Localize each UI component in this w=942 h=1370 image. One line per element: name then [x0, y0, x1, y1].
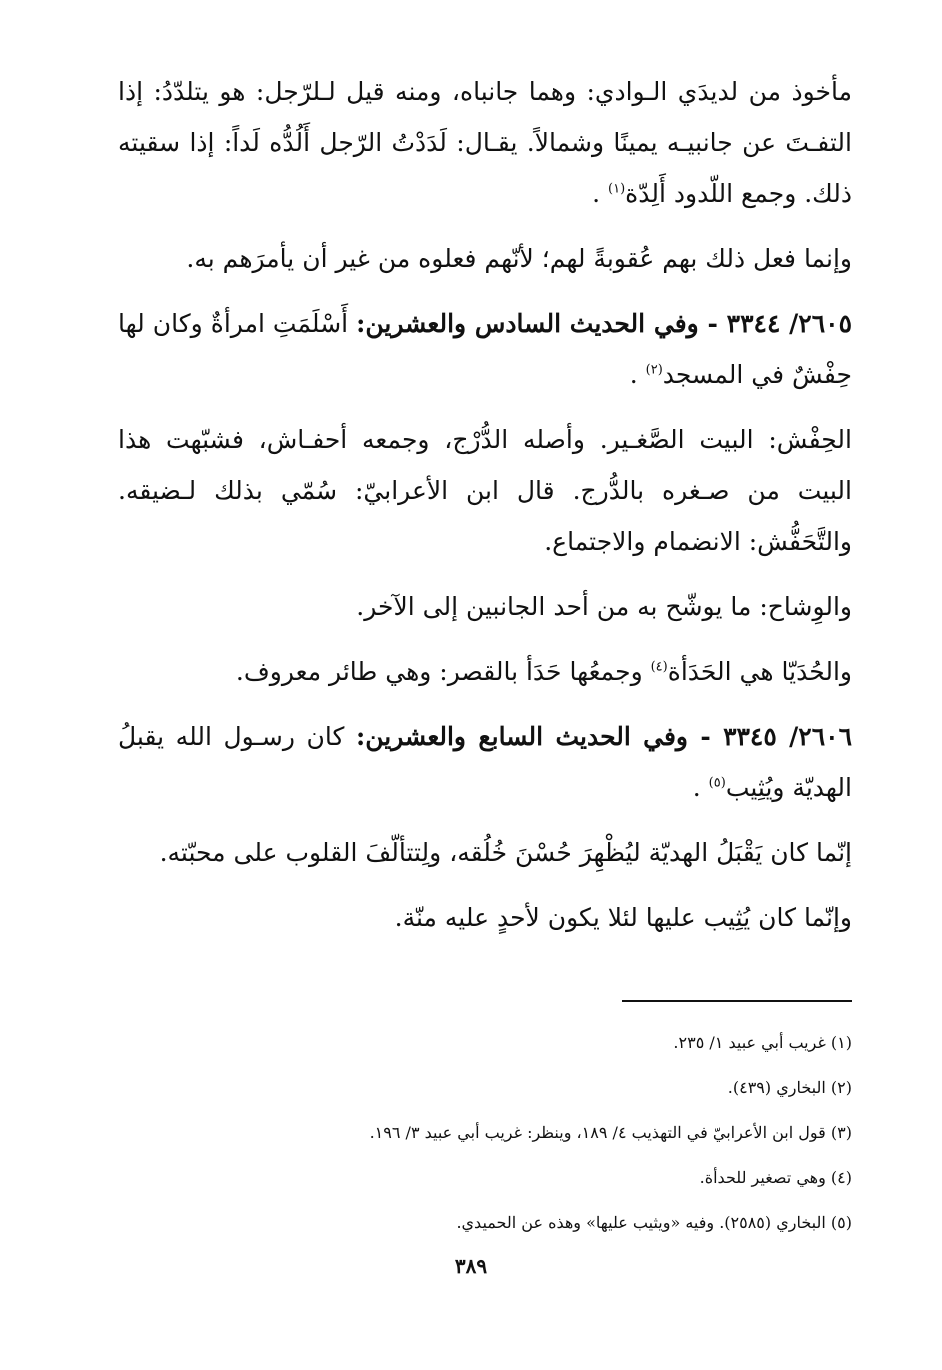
paragraph-1-text: مأخوذ من لديدَي الـوادي: وهما جانباه، ومنه قيل لـلرّجل: هو يتلدّدُ: إذا التفـتَ عن جانبيـه يمينًا وشمالاً. يقـال: لَدَدْتُ الرّجل أَلُدُّه لَداً: إذا سقيته ذلك. وجمع اللّدود أَلِدّة — [118, 77, 852, 208]
footnote-ref-2[interactable]: (٢) — [645, 362, 663, 378]
page-number: ٣٨٩ — [454, 1254, 488, 1278]
paragraph-hudayya-a: والحُدَيّا هي الحَدَأة — [667, 657, 852, 686]
hadith-3345-text: كان رسـول الله يقبلُ الهديّة ويُثِيب — [118, 722, 852, 802]
footnote-ref-4[interactable]: (٤) — [650, 659, 668, 675]
main-text — [118, 66, 852, 957]
footnote-divider — [622, 1000, 852, 1002]
footnote-4: (٤) وهي تصغير للحدأة. — [699, 1168, 852, 1187]
paragraph-2: وإنما فعل ذلك بهم عُقوبةً لهم؛ لأنّهم فعلوه من غير أن يأمرَهم به. — [186, 244, 852, 273]
hadith-3344-end: . — [629, 360, 646, 389]
footnotes — [118, 1020, 852, 1245]
hadith-3344-heading: ٢٦٠٥/ ٣٣٤٤ - وفي الحديث السادس والعشرين: — [356, 309, 853, 338]
hadith-3344-text: أَسْلَمَتِ امرأةٌ وكان لها حِفْشٌ في المسجد — [118, 309, 852, 389]
paragraph-hadiyya-2: وإنّما كان يُثِيب عليها لئلا يكون لأحدٍ عليه منّة. — [394, 903, 852, 932]
footnote-2: (٢) البخاري (٤٣٩). — [727, 1078, 852, 1097]
paragraph-1 — [118, 66, 852, 219]
paragraph-1-end: . — [592, 179, 609, 208]
hadith-3345-heading: ٢٦٠٦/ ٣٣٤٥ - وفي الحديث السابع والعشرين: — [356, 722, 852, 751]
paragraph-hadiyya-1: إنّما كان يَقْبَلُ الهديّة ليُظْهِرَ حُسْنَ خُلُقه، ولِتتألّفَ القلوب على محبّته. — [159, 838, 852, 867]
hadith-3345 — [118, 711, 852, 813]
hadith-3344 — [118, 298, 852, 400]
hadith-3345-end: . — [692, 773, 709, 802]
paragraph-hifsh: الحِفْش: البيت الصَّغـير. وأصله الدُّرْج، وجمعه أحفـاش، فشبّهت هذا البيت من صـغره بالدُّرج. قال ابن الأعرابيّ: سُمّي بذلك لـضيقه. والتَّحَفُّش: الانضمام والاجتماع. — [118, 425, 852, 556]
footnote-ref-5[interactable]: (٥) — [708, 775, 726, 791]
paragraph-hudayya-b: وجمعُها حَدَأ بالقصر: وهي طائر معروف. — [235, 657, 651, 686]
paragraph-hudayya — [118, 646, 852, 697]
footnote-1: (١) غريب أبي عبيد ١/ ٢٣٥. — [673, 1033, 852, 1052]
footnote-ref-1[interactable]: (١) — [608, 181, 626, 197]
footnote-5: (٥) البخاري (٢٥٨٥). وفيه «ويثيب عليها» وهذه عن الحميدي. — [456, 1213, 852, 1232]
paragraph-wishah: والوِشاح: ما يوشّح به من أحد الجانبين إلى الآخر. — [356, 592, 852, 621]
footnote-3: (٣) قول ابن الأعرابيّ في التهذيب ٤/ ١٨٩، وينظر: غريب أبي عبيد ٣/ ١٩٦. — [369, 1123, 852, 1142]
